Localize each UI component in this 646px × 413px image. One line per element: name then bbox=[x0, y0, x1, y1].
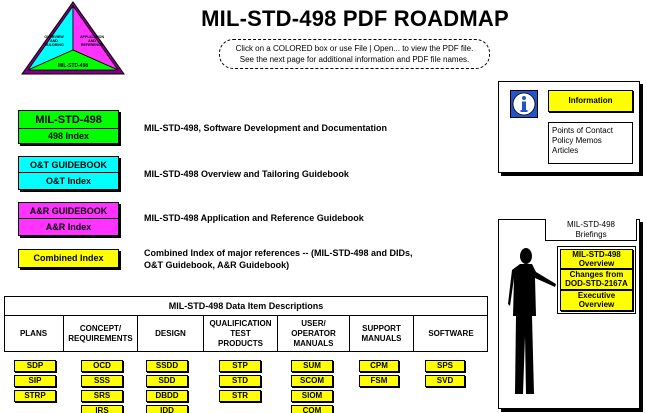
did-table-title: MIL-STD-498 Data Item Descriptions bbox=[4, 296, 488, 316]
instruction-line-1: Click on a COLORED box or use File | Open... to view the PDF file. bbox=[235, 44, 474, 53]
did-column-header-text bbox=[291, 319, 336, 349]
498-index-link[interactable]: 498 Index bbox=[47, 131, 90, 141]
did-column-header-line: DESIGN bbox=[155, 329, 186, 338]
roadmap-logo bbox=[20, 0, 126, 76]
logo-bottom-text: MIL-STD-498 bbox=[57, 63, 89, 69]
did-column-header-line: PRODUCTS bbox=[218, 339, 263, 348]
did-column-header-text bbox=[20, 329, 47, 339]
logo-right-text: APPLICATION AND REFERENCE bbox=[79, 35, 105, 47]
did-column-header-line: TEST bbox=[230, 329, 251, 338]
executive-overview-button[interactable] bbox=[560, 290, 633, 311]
did-column-header bbox=[278, 316, 350, 352]
did-sdp-button[interactable]: SDP bbox=[14, 360, 56, 372]
overview-line-2[interactable]: Overview bbox=[578, 259, 615, 268]
did-column-header-text bbox=[68, 324, 132, 344]
did-dbdd-button[interactable]: DBDD bbox=[146, 390, 188, 402]
mil-std-498-box[interactable] bbox=[18, 110, 119, 144]
did-com-button[interactable]: COM bbox=[291, 405, 333, 413]
ot-guidebook-box[interactable] bbox=[18, 156, 119, 190]
policy-memos-link[interactable]: Policy Memos bbox=[552, 136, 602, 145]
did-column-header-line: REQUIREMENTS bbox=[68, 334, 133, 343]
changes-line-1[interactable]: Changes from bbox=[569, 270, 624, 279]
did-column-header-line: CONCEPT/ bbox=[79, 324, 122, 333]
information-list bbox=[548, 122, 633, 164]
did-column-header-line: MANUALS bbox=[361, 334, 402, 343]
did-column-header bbox=[414, 316, 488, 352]
did-str-button[interactable]: STR bbox=[219, 390, 261, 402]
executive-line-1[interactable]: Executive bbox=[577, 291, 616, 300]
did-column-header-line: MANUALS bbox=[293, 339, 334, 348]
did-column-header bbox=[350, 316, 414, 352]
did-column-header-line: SUPPORT bbox=[362, 324, 401, 333]
did-ssdd-button[interactable]: SSDD bbox=[146, 360, 188, 372]
combined-index-button[interactable]: Combined Index bbox=[18, 249, 119, 268]
did-stp-button[interactable]: STP bbox=[219, 360, 261, 372]
did-idd-button[interactable]: IDD bbox=[146, 405, 188, 413]
briefings-label bbox=[545, 219, 637, 241]
did-column-header-text bbox=[428, 329, 473, 339]
did-column-header-line: OPERATOR bbox=[291, 329, 336, 338]
ot-guidebook-description: MIL-STD-498 Overview and Tailoring Guidebook bbox=[144, 169, 349, 179]
did-strp-button[interactable]: STRP bbox=[14, 390, 56, 402]
did-sss-button[interactable]: SSS bbox=[81, 375, 123, 387]
did-column-header bbox=[64, 316, 138, 352]
did-column-header-text bbox=[362, 324, 402, 344]
did-column-header-line: QUALIFICATION bbox=[209, 319, 272, 328]
did-sdd-button[interactable]: SDD bbox=[146, 375, 188, 387]
info-icon[interactable] bbox=[510, 90, 538, 118]
combined-index-description bbox=[144, 247, 464, 271]
did-svd-button[interactable]: SVD bbox=[425, 375, 465, 387]
did-scom-button[interactable]: SCOM bbox=[291, 375, 333, 387]
page-title: MIL-STD-498 PDF ROADMAP bbox=[201, 6, 509, 31]
mil-std-498-description: MIL-STD-498, Software Development and Documentation bbox=[144, 123, 388, 133]
did-sum-button[interactable]: SUM bbox=[291, 360, 333, 372]
did-column-header-text bbox=[155, 329, 186, 339]
did-cpm-button[interactable]: CPM bbox=[359, 360, 399, 372]
did-column-header bbox=[138, 316, 204, 352]
combined-description-line-1: Combined Index of major references -- (MIL-STD-498 and DIDs, bbox=[144, 248, 413, 258]
did-ocd-button[interactable]: OCD bbox=[81, 360, 123, 372]
information-button[interactable]: Information bbox=[548, 90, 633, 112]
did-column-header-line: PLANS bbox=[19, 329, 48, 338]
instruction-box bbox=[219, 39, 490, 69]
mil-std-498-label[interactable]: MIL-STD-498 bbox=[19, 111, 118, 129]
changes-line-2[interactable]: DOD-STD-2167A bbox=[565, 279, 628, 288]
did-column-header-text bbox=[209, 319, 271, 349]
logo-left-text: OVERVIEW AND TAILORING bbox=[44, 35, 64, 47]
did-column-header-line: USER/ bbox=[301, 319, 326, 328]
ot-index-link[interactable]: O&T Index bbox=[45, 176, 91, 186]
did-column-header bbox=[204, 316, 278, 352]
did-column-header-line: SOFTWARE bbox=[428, 329, 474, 338]
ar-index-link[interactable]: A&R Index bbox=[45, 222, 92, 232]
briefings-label-line-2: Briefings bbox=[575, 230, 607, 239]
ar-guidebook-description: MIL-STD-498 Application and Reference Guidebook bbox=[144, 213, 364, 223]
did-srs-button[interactable]: SRS bbox=[81, 390, 123, 402]
did-siom-button[interactable]: SIOM bbox=[291, 390, 333, 402]
mil-std-498-overview-button[interactable] bbox=[560, 249, 633, 269]
briefings-label-line-1: MIL-STD-498 bbox=[566, 220, 615, 229]
did-sps-button[interactable]: SPS bbox=[425, 360, 465, 372]
ar-guidebook-box[interactable] bbox=[18, 202, 119, 236]
overview-line-1[interactable]: MIL-STD-498 bbox=[572, 250, 621, 259]
did-sip-button[interactable]: SIP bbox=[14, 375, 56, 387]
did-fsm-button[interactable]: FSM bbox=[359, 375, 399, 387]
did-column-header bbox=[4, 316, 64, 352]
did-irs-button[interactable]: IRS bbox=[81, 405, 123, 413]
instruction-line-2: See the next page for additional information and PDF file names. bbox=[239, 55, 470, 64]
points-of-contact-link[interactable]: Points of Contact bbox=[552, 126, 613, 135]
articles-link[interactable]: Articles bbox=[552, 146, 579, 155]
ar-guidebook-label[interactable]: A&R GUIDEBOOK bbox=[19, 203, 118, 219]
changes-from-2167a-button[interactable] bbox=[560, 269, 633, 290]
presenter-figure-icon bbox=[508, 246, 560, 398]
combined-description-line-2: O&T Guidebook, A&R Guidebook) bbox=[144, 260, 290, 270]
ot-guidebook-label[interactable]: O&T GUIDEBOOK bbox=[19, 157, 118, 173]
executive-line-2[interactable]: Overview bbox=[578, 300, 615, 309]
did-std-button[interactable]: STD bbox=[219, 375, 261, 387]
